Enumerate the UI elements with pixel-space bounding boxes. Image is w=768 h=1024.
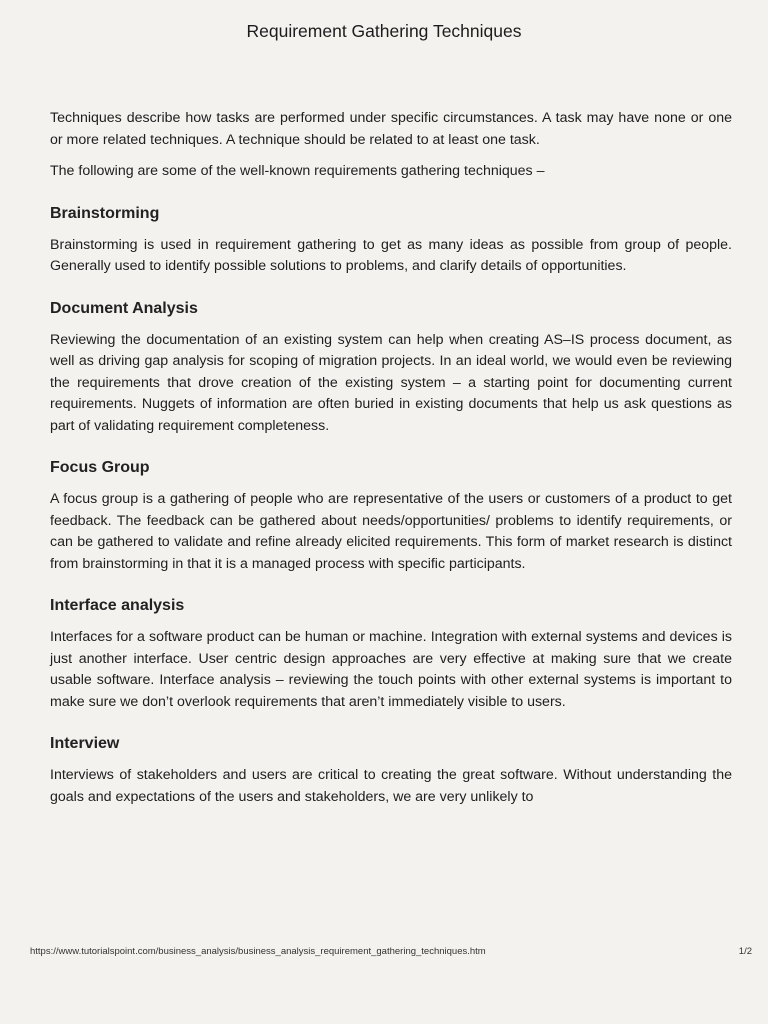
document-body (50, 108, 732, 818)
page-number: 1/2 (738, 946, 752, 957)
footer-url: https://www.tutorialspoint.com/business_analysis/business_analysis_requirement_gathering_techniques.htm (30, 946, 486, 957)
page-title: Requirement Gathering Techniques (246, 21, 522, 41)
section-body-interview: Interviews of stakeholders and users are critical to creating the great software. Without understanding the goals and expectations of the users and stakeholders, we are very unlikely to (50, 767, 732, 805)
intro-paragraph: The following are some of the well-known requirements gathering techniques – (50, 163, 545, 179)
section-heading-interface-analysis: Interface analysis (50, 597, 185, 614)
section-heading-brainstorming: Brainstorming (50, 204, 160, 222)
section-body-interface-analysis: Interfaces for a software product can be human or machine. Integration with external systems and devices is just another interface. User centric design approaches are very effective at making sure that we create usable software. Interface analysis – reviewing the touch points with other external systems is important to make sure we don’t overlook requirements that aren’t immediately visible to users. (50, 629, 732, 710)
section-body-document-analysis: Reviewing the documentation of an existing system can help when creating AS–IS process document, as well as driving gap analysis for scoping of migration projects. In an ideal world, we would even be reviewing the requirements that drove creation of the existing system – a starting point for documenting current requirements. Nuggets of information are often buried in existing documents that help us ask questions as part of validating requirement completeness. (50, 331, 732, 434)
section-body-focus-group: A focus group is a gathering of people who are representative of the users or customers of a product to get feedback. The feedback can be gathered about needs/opportunities/ problems to identify requirements, or can be gathered to validate and refine already elicited requirements. This form of market research is distinct from brainstorming in that it is a managed process with specific participants. (50, 491, 732, 572)
section-heading-interview: Interview (50, 735, 120, 752)
intro-paragraph: Techniques describe how tasks are performed under specific circumstances. A task may have none or one or more related techniques. A technique should be related to at least one task. (50, 110, 732, 148)
section-heading-document-analysis: Document Analysis (50, 299, 198, 317)
section-body-brainstorming: Brainstorming is used in requirement gathering to get as many ideas as possible from group of people. Generally used to identify possible solutions to problems, and clarify details of opportunities. (50, 236, 732, 274)
section-heading-focus-group: Focus Group (50, 459, 150, 476)
